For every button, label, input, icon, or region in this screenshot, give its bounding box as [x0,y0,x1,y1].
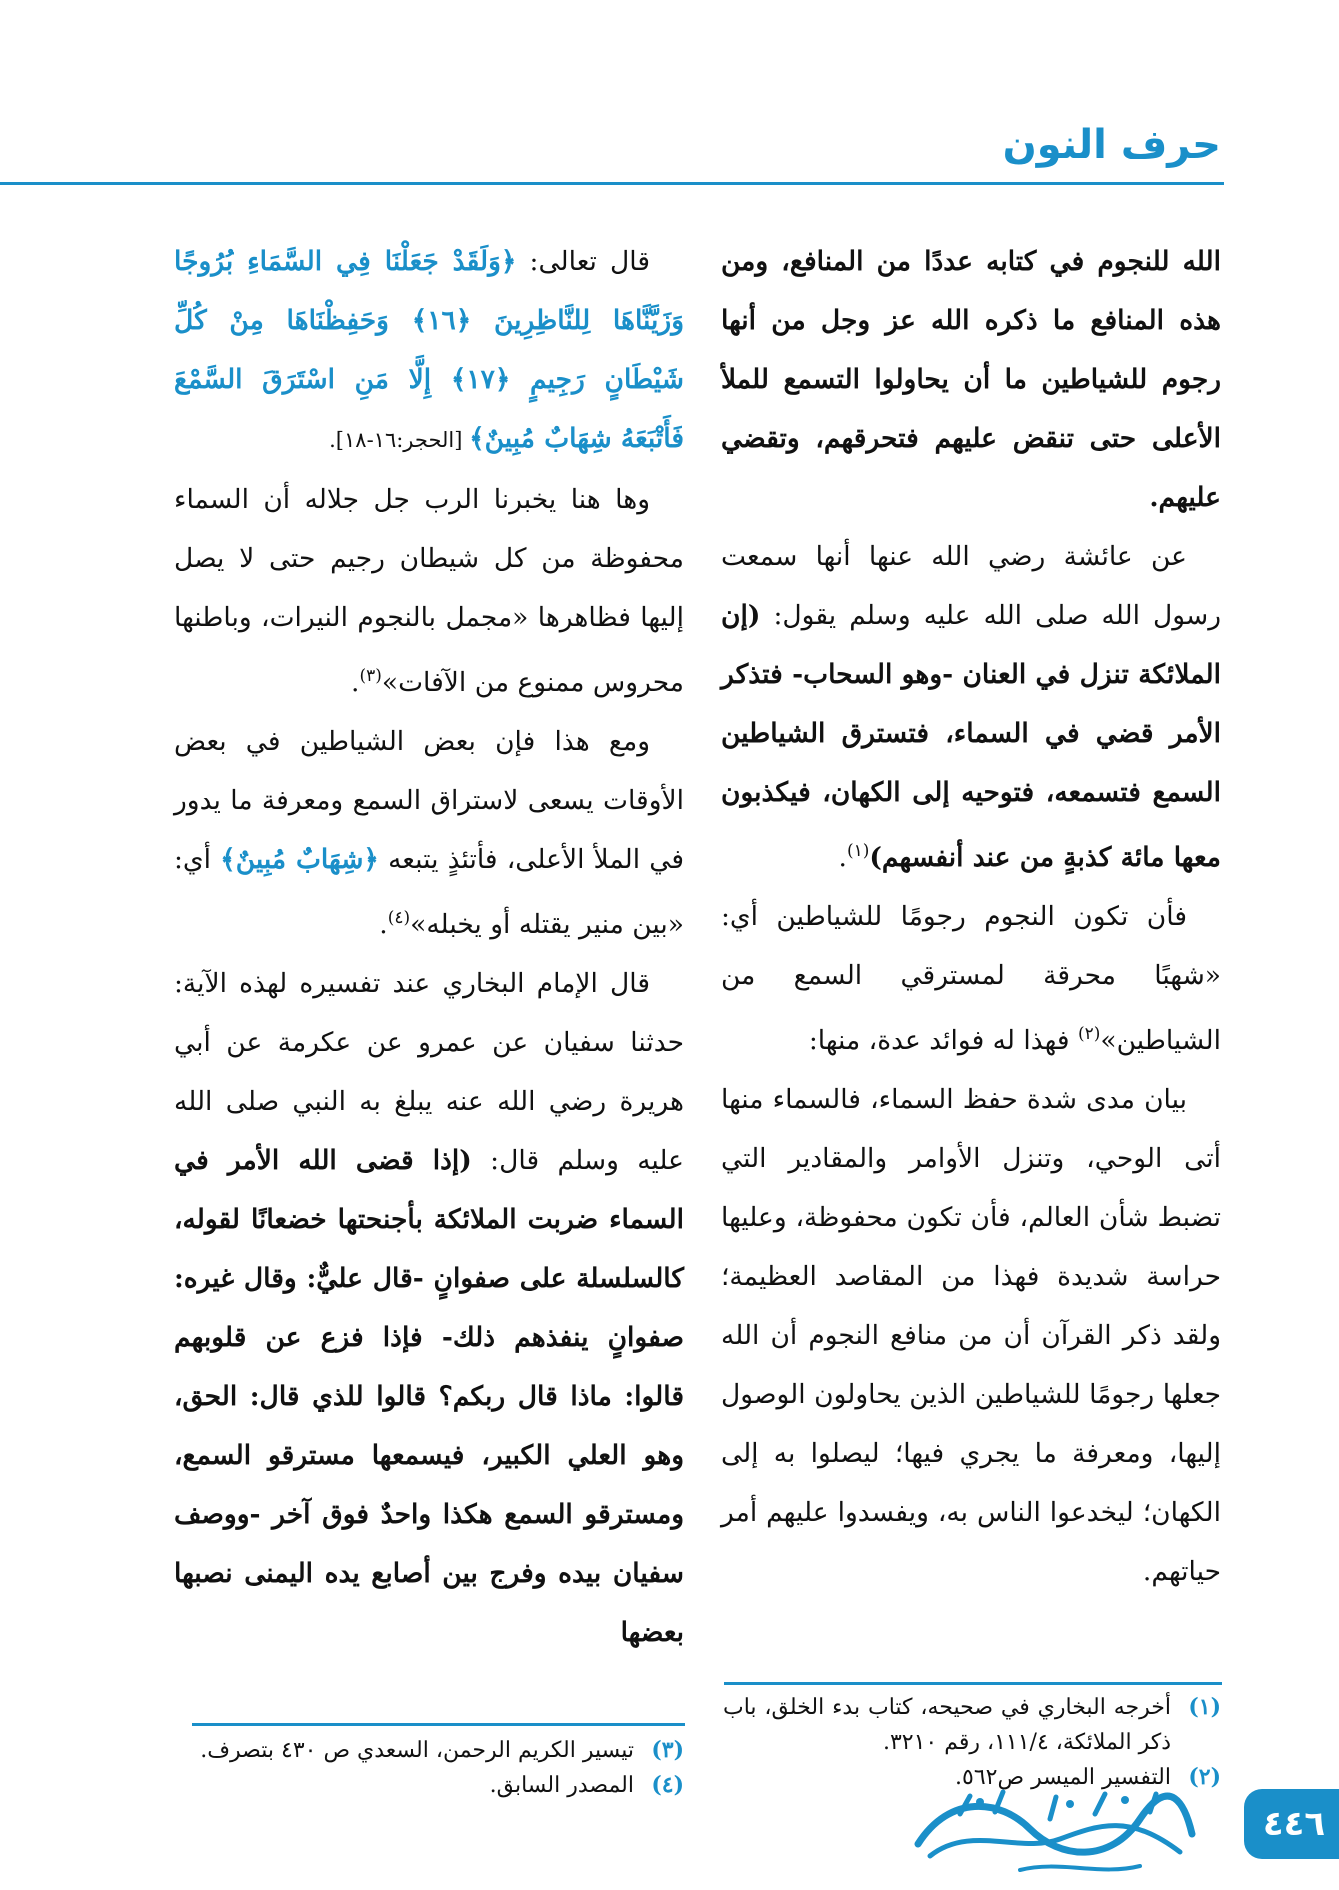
text-column-right [721,232,1221,1601]
text-column-left [174,232,684,1662]
quran-verse-inline: ﴿شِهَابٌ مُبِينٌ﴾ [220,843,379,875]
paragraph-5-text: وها هنا يخبرنا الرب جل جلاله أن السماء محفوظة من كل شيطان رجيم حتى لا يصل إليها فظاهرها «مجمل بالنجوم النيرات، وباطنها محروس ممنوع من الآفات» [174,484,684,698]
paragraph-5-end: . [351,666,360,698]
footnotes-left [184,1733,684,1803]
footnote-number: (٢) [1188,1764,1221,1790]
footnote-text: تيسير الكريم الرحمن، السعدي ص ٤٣٠ بتصرف. [200,1738,634,1763]
footnote-1 [723,1690,1221,1760]
hadith-text-2: (إذا قضى الله الأمر في السماء ضربت الملائكة بأجنحتها خضعانًا لقوله، كالسلسلة على صفوانٍ -قال عليٌّ: وقال غيره: صفوانٍ ينفذهم ذلك- فإذا فزع عن قلوبهم قالوا: ماذا قال ربكم؟ قالوا للذي قال: الحق، وهو العلي الكبير، فيسمعها مسترقو السمع، ومسترقو السمع هكذا واحدٌ فوق آخر -ووصف سفيان بيده وفرج بين أصابع يده اليمنى نصبها بعضها [174,1144,684,1648]
quran-paragraph [174,232,684,470]
paragraph-3 [721,887,1221,1070]
hadith-text: (إن الملائكة تنزل في العنان -وهو السحاب- فتذكر الأمر قضي في السماء، فتسترق الشياطين السمع فتسمعه، فتوحيه إلى الكهان، فيكذبون معها مائة كذبةٍ من عند أنفسهم) [721,600,1221,873]
paragraph-3-end: فهذا له فوائد عدة، منها: [808,1024,1078,1056]
footnote-3 [184,1733,684,1768]
paragraph-7 [174,954,684,1662]
footnote-ref-1[interactable]: (١) [846,841,870,861]
footnote-number: (٤) [651,1772,684,1798]
page-number: ٤٤٦ [1244,1789,1339,1859]
footnote-text: التفسير الميسر ص٥٦٢. [955,1765,1171,1790]
footnote-divider-left [192,1723,685,1726]
paragraph-2-intro: عن عائشة رضي الله عنها أنها سمعت رسول الله صلى الله عليه وسلم يقول: [721,541,1221,631]
chapter-title: حرف النون [1002,122,1221,168]
footnotes-right [723,1690,1221,1795]
quran-intro: قال تعالى: [516,246,650,277]
verse-citation: [الحجر:١٦-١٨]. [329,428,470,452]
paragraph-6-text: ومع هذا فإن بعض الشياطين في بعض الأوقات يسعى لاستراق السمع ومعرفة ما يدور في الملأ الأعلى، فأتئذٍ يتبعه [174,725,685,875]
encyclopedia-logo [910,1784,1200,1879]
footnote-text: أخرجه البخاري في صحيحه، كتاب بدء الخلق، باب ذكر الملائكة، ١١١/٤، رقم ٣٢١٠. [723,1695,1171,1755]
footnote-divider-right [724,1682,1222,1685]
quran-verse: ﴿وَلَقَدْ جَعَلْنَا فِي السَّمَاءِ بُرُوجًا وَزَيَّنَّاهَا لِلنَّاظِرِينَ ﴿١٦﴾ وَحَفِظْنَاهَا مِنْ كُلِّ شَيْطَانٍ رَجِيمٍ ﴿١٧﴾ إِلَّا مَنِ اسْتَرَقَ السَّمْعَ فَأَتْبَعَهُ شِهَابٌ مُبِينٌ﴾ [174,246,684,454]
footnote-number: (٣) [651,1737,684,1763]
paragraph-6 [174,712,684,954]
paragraph-6-end: . [379,908,388,940]
paragraph-1: الله للنجوم في كتابه عددًا من المنافع، ومن هذه المنافع ما ذكره الله عز وجل من أنها رجوم للشياطين ما أن يحاولوا التسمع للملأ الأعلى حتى تنقض عليهم فتحرقهم، وتقضي عليهم. [721,246,1221,513]
paragraph-4: بيان مدى شدة حفظ السماء، فالسماء منها أتى الوحي، وتنزل الأوامر والمقادير التي تضبط شأن العالم، فأن تكون محفوظة، وعليها حراسة شديدة فهذا من المقاصد العظيمة؛ ولقد ذكر القرآن أن من منافع النجوم أن الله جعلها رجومًا للشياطين الذين يحاولون الوصول إليها، ومعرفة ما يجري فيها؛ ليصلوا به إلى الكهان؛ ليخدعوا الناس به، ويفسدوا عليهم أمر حياتهم. [721,1083,1221,1587]
paragraph-6-mid: أي: «بين منير يقتله أو يخبله» [174,843,684,940]
footnote-ref-3[interactable]: (٣) [359,666,382,686]
paragraph-5 [174,470,684,712]
paragraph-3-text: فأن تكون النجوم رجومًا للشياطين أي: «شهبًا محرقة لمسترقي السمع من الشياطين» [721,900,1221,1056]
footnote-ref-4[interactable]: (٤) [387,907,411,928]
header-divider [0,182,1224,185]
paragraph-2-end: . [838,841,847,873]
footnote-number: (١) [1188,1694,1221,1720]
paragraph-7-intro: قال الإمام البخاري عند تفسيره لهذه الآية: حدثنا سفيان عن عمرو عن عكرمة عن أبي هريرة رضي الله عنه يبلغ به النبي صلى الله عليه وسلم قال: [174,967,684,1176]
footnote-ref-2[interactable]: (٢) [1077,1023,1101,1044]
footnote-text: المصدر السابق. [489,1773,634,1798]
paragraph-2 [721,527,1221,887]
footnote-4 [184,1768,684,1803]
